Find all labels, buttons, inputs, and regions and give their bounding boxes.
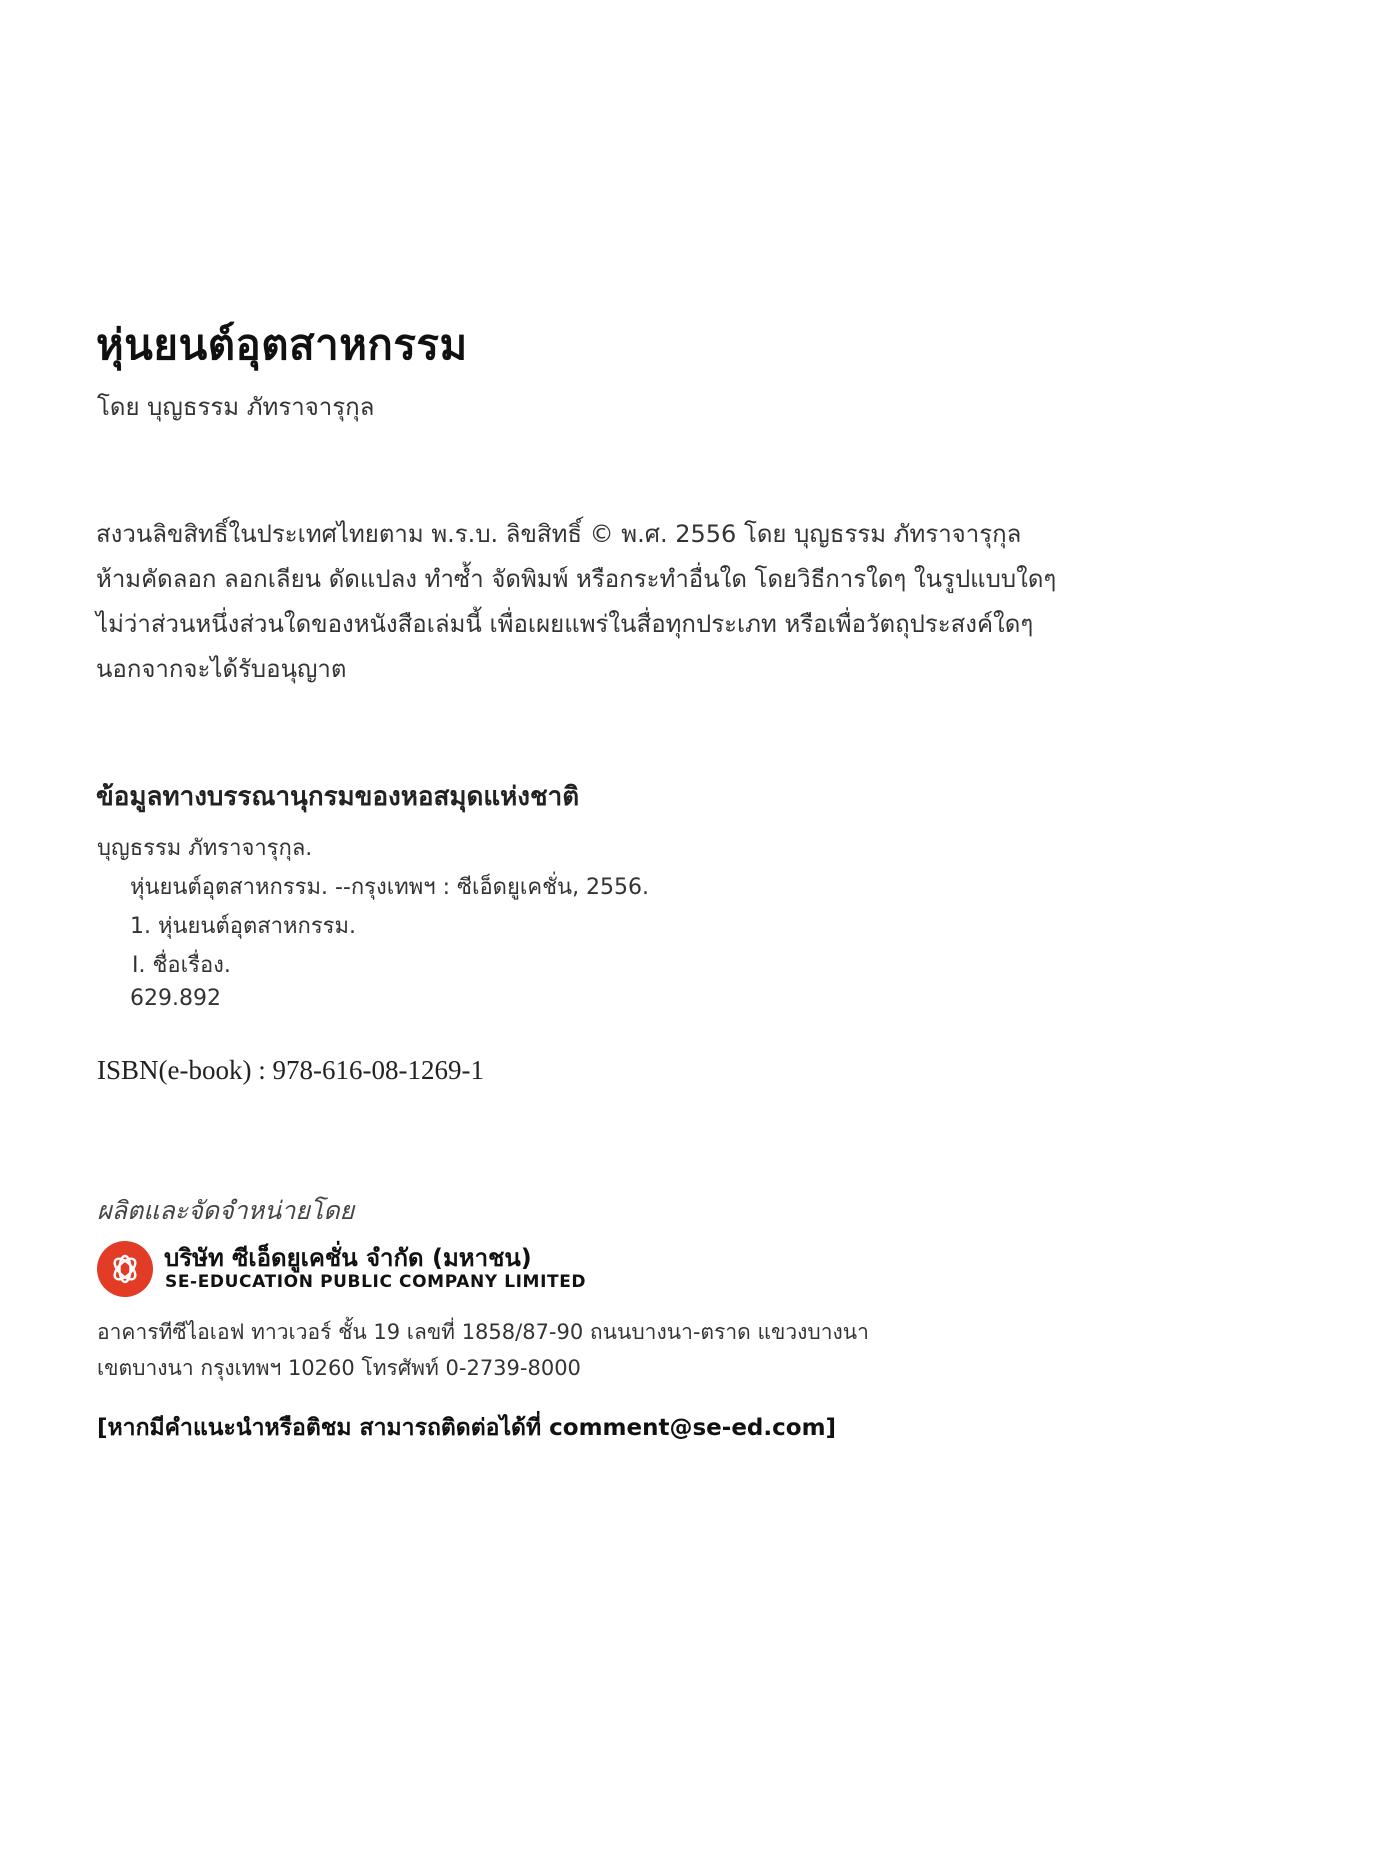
cip-author-entry: บุญธรรม ภัทราจารุกุล.	[97, 836, 313, 861]
cip-heading: ข้อมูลทางบรรณานุกรมของหอสมุดแห่งชาติ	[96, 782, 580, 812]
copyright-line: ไม่ว่าส่วนหนึ่งส่วนใดของหนังสือเล่มนี้ เพื่อเผยแพร่ในสื่อทุกประเภท หรือเพื่อวัตถุประสงค์ใดๆ	[96, 610, 1034, 638]
company-name-th: บริษัท ซีเอ็ดยูเคชั่น จำกัด (มหาชน)	[164, 1244, 532, 1272]
company-name-en: SE-EDUCATION PUBLIC COMPANY LIMITED	[165, 1272, 587, 1292]
contact-note: [หากมีคำแนะนำหรือติชม สามารถติดต่อได้ที่ comment@se-ed.com]	[97, 1415, 837, 1441]
cip-title-entry: หุ่นยนต์อุตสาหกรรม. --กรุงเทพฯ : ซีเอ็ดยูเคชั่น, 2556.	[130, 875, 650, 900]
copyright-line: สงวนลิขสิทธิ์ในประเทศไทยตาม พ.ร.บ. ลิขสิทธิ์ © พ.ศ. 2556 โดย บุญธรรม ภัทราจารุกุล	[96, 520, 1022, 548]
isbn: ISBN(e-book) : 978-616-08-1269-1	[97, 1055, 484, 1085]
address-line: อาคารทีซีไอเอฟ ทาวเวอร์ ชั้น 19 เลขที่ 1858/87-90 ถนนบางนา-ตราด แขวงบางนา	[97, 1320, 869, 1344]
cip-title-added-entry: I. ชื่อเรื่อง.	[132, 953, 231, 978]
book-author: โดย บุญธรรม ภัทราจารุกุล	[97, 393, 375, 421]
cip-classification: 629.892	[130, 986, 221, 1011]
copyright-line: ห้ามคัดลอก ลอกเลียน ดัดแปลง ทำซ้ำ จัดพิมพ์ หรือกระทำอื่นใด โดยวิธีการใดๆ ในรูปแบบใดๆ	[96, 565, 1057, 593]
distribution-label: ผลิตและจัดจำหน่ายโดย	[97, 1196, 355, 1225]
copyright-notice	[96, 512, 1196, 692]
book-title: หุ่นยนต์อุตสาหกรรม	[96, 320, 468, 369]
cip-subject-entry: 1. หุ่นยนต์อุตสาหกรรม.	[130, 914, 356, 939]
se-ed-logo-icon	[97, 1241, 153, 1297]
address-line: เขตบางนา กรุงเทพฯ 10260 โทรศัพท์ 0-2739-8000	[97, 1356, 581, 1380]
copyright-line: นอกจากจะได้รับอนุญาต	[96, 655, 347, 683]
